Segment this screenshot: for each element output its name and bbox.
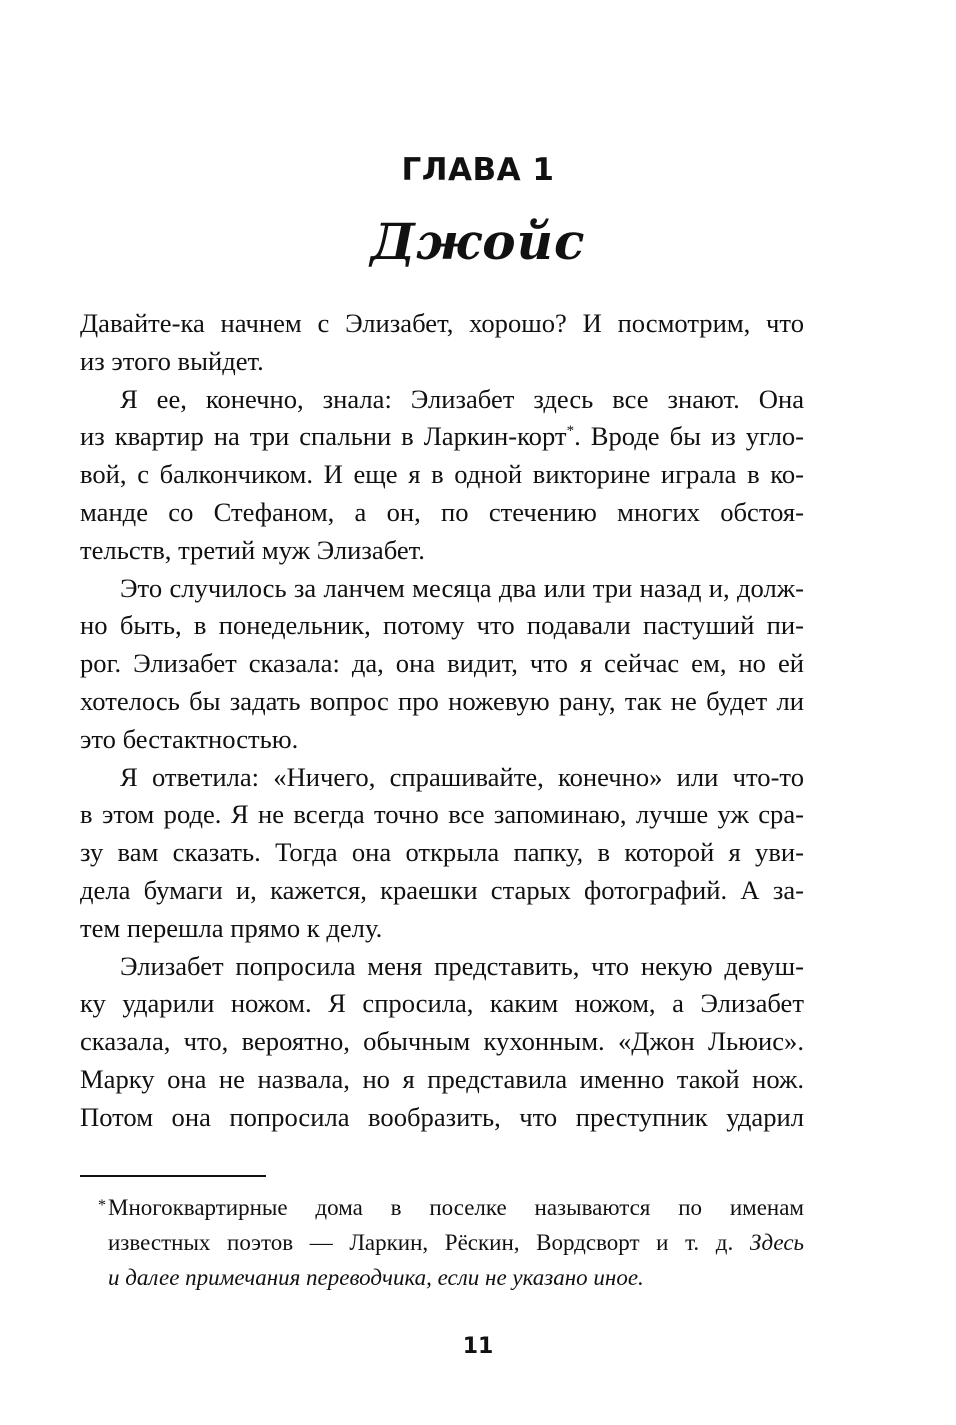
footnote-text: известных поэтов — Ларкин, Рёскин, Вордсворт и т. д.: [108, 1230, 750, 1255]
body-line: сказала, что, вероятно, обычным кухонным. «Джон Льюис».: [80, 1026, 804, 1057]
body-line-part: . Вроде бы из угло-: [574, 421, 805, 452]
footnote-divider: [80, 1175, 266, 1177]
body-line: Давайте-ка начнем с Элизабет, хорошо? И посмотрим, что: [80, 308, 804, 338]
footnote-italic-text: Здесь: [749, 1230, 804, 1255]
body-line: Это случилось за ланчем месяца два или три назад и, долж-: [120, 572, 804, 603]
footnote-line: и далее примечания переводчика, если не указано иное.: [108, 1265, 644, 1290]
body-line: зу вам сказать. Тогда она открыла папку, в которой я уви-: [80, 837, 804, 868]
body-line: рог. Элизабет сказала: да, она видит, что я сейчас ем, но ей: [80, 648, 804, 679]
body-line: в этом роде. Я не всегда точно все запоминаю, лучше уж сра-: [80, 799, 804, 830]
chapter-label: ГЛАВА 1: [401, 152, 555, 188]
body-line: Я ее, конечно, знала: Элизабет здесь все знают. Она: [120, 383, 804, 414]
body-line: это бестактностью.: [80, 723, 299, 754]
footnote-reference: *: [566, 423, 575, 440]
body-line: хотелось бы задать вопрос про ножевую рану, так не будет ли: [80, 685, 804, 716]
body-line: дела бумаги и, кажется, краешки старых фотографий. А за-: [80, 874, 804, 905]
body-line: манде со Стефаном, а он, по стечению многих обстоя-: [80, 496, 804, 527]
chapter-title: Джойс: [370, 212, 586, 271]
body-line: Марку она не назвала, но я представила именно такой нож.: [80, 1063, 804, 1094]
footnote: [98, 1190, 804, 1295]
footnote-marker: *: [98, 1197, 106, 1214]
body-line: [80, 418, 804, 456]
body-line-part: из квартир на три спальни в Ларкин-корт: [80, 421, 567, 452]
footnote-line: Многоквартирные дома в поселке называются по именам: [108, 1195, 804, 1220]
page-number: 11: [462, 1334, 494, 1359]
body-line: тельств, третий муж Элизабет.: [80, 534, 425, 565]
body-line: Элизабет попросила меня представить, что некую девуш-: [120, 950, 804, 981]
body-line: но быть, в понедельник, потому что подавали пастуший пи-: [80, 610, 804, 641]
body-line: Я ответила: «Ничего, спрашивайте, конечно» или что-то: [120, 761, 804, 792]
body-line: Потом она попросила вообразить, что преступник ударил: [80, 1101, 804, 1132]
body-line: ку ударили ножом. Я спросила, каким ножом, а Элизабет: [80, 988, 804, 1019]
footnote-line: [108, 1225, 804, 1260]
body-line: из этого выйдет.: [80, 345, 264, 376]
body-line: вой, с балкончиком. И еще я в одной викторине играла в ко-: [80, 459, 804, 490]
body-line: тем перешла прямо к делу.: [80, 912, 383, 943]
body-text: [80, 305, 804, 1137]
